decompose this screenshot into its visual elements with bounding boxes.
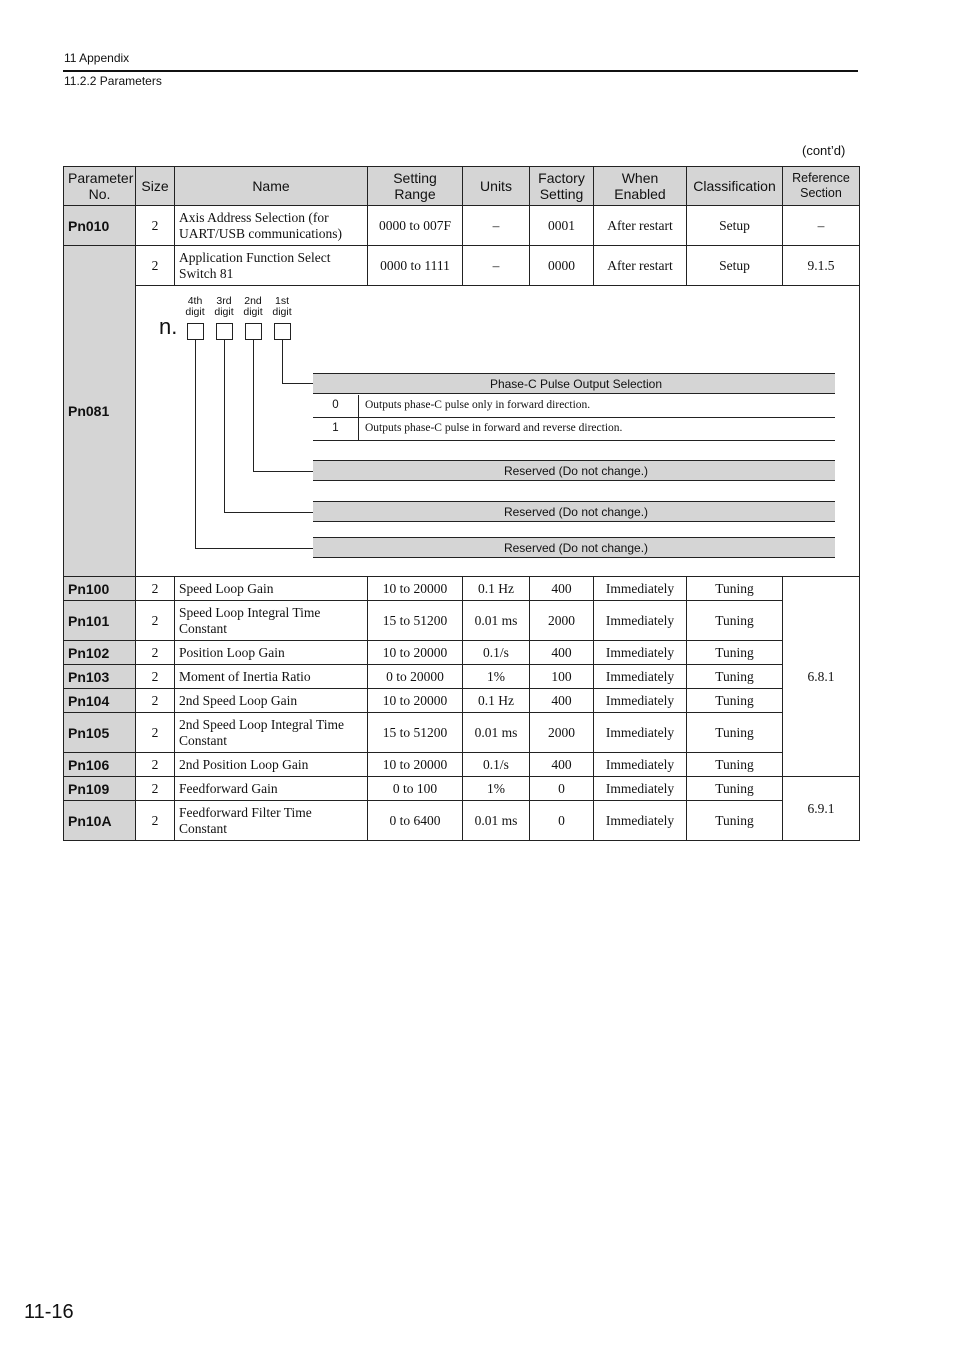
digit4-title: Reserved (Do not change.) [313,537,835,558]
param-no: Pn101 [64,601,136,641]
param-factory: 0000 [530,246,594,286]
connector-1st [282,340,283,383]
param-range: 0 to 20000 [368,665,463,689]
param-units: 0.1/s [463,641,530,665]
param-name: Application Function Select Switch 81 [175,246,368,286]
param-when: Immediately [594,689,687,713]
param-name: Feedforward Gain [175,777,368,801]
param-no: Pn103 [64,665,136,689]
param-size: 2 [136,801,175,841]
param-ref: 6.8.1 [783,577,860,777]
connector-4th-h [195,548,313,549]
param-no: Pn109 [64,777,136,801]
param-units: 0.1 Hz [463,689,530,713]
param-name: 2nd Speed Loop Integral Time Constant [175,713,368,753]
connector-3rd [224,340,225,512]
digit-diagram-cell [136,286,860,577]
param-no: Pn106 [64,753,136,777]
table-row-pn104 [64,689,860,713]
digit-label-2nd: 2nd digit [243,295,263,318]
parameter-table [63,166,860,841]
param-name: Feedforward Filter Time Constant [175,801,368,841]
param-class: Tuning [687,753,783,777]
param-range: 0 to 6400 [368,801,463,841]
digit3-title: Reserved (Do not change.) [313,501,835,522]
table-row-pn10a [64,801,860,841]
digit-box-3rd [216,323,233,340]
param-class: Setup [687,206,783,246]
connector-3rd-h [224,512,313,513]
param-class: Tuning [687,577,783,601]
param-range: 10 to 20000 [368,753,463,777]
param-size: 2 [136,246,175,286]
param-range: 0 to 100 [368,777,463,801]
param-range: 15 to 51200 [368,601,463,641]
connector-2nd [253,340,254,471]
param-class: Tuning [687,713,783,753]
param-class: Tuning [687,601,783,641]
digit-label-1st: 1st digit [272,295,292,318]
digit2-title: Reserved (Do not change.) [313,460,835,481]
param-when: Immediately [594,777,687,801]
param-name: Axis Address Selection (for UART/USB communications) [175,206,368,246]
param-range: 10 to 20000 [368,577,463,601]
digit1-title: Phase-C Pulse Output Selection [313,373,835,394]
param-when: Immediately [594,753,687,777]
param-name: Moment of Inertia Ratio [175,665,368,689]
connector-2nd-h [253,471,313,472]
digit-diagram [136,286,859,576]
param-range: 10 to 20000 [368,641,463,665]
param-no: Pn081 [64,246,136,577]
param-class: Tuning [687,689,783,713]
digit-box-4th [187,323,204,340]
col-size: Size [136,167,175,206]
digit-box-2nd [245,323,262,340]
param-factory: 400 [530,753,594,777]
table-row-pn106 [64,753,860,777]
param-factory: 0001 [530,206,594,246]
param-class: Tuning [687,801,783,841]
digit-box-1st [274,323,291,340]
table-header-row [64,167,860,206]
param-name: Speed Loop Integral Time Constant [175,601,368,641]
digit1-option: 0 Outputs phase-C pulse only in forward direction. [313,395,835,418]
param-when: Immediately [594,601,687,641]
param-size: 2 [136,777,175,801]
param-size: 2 [136,206,175,246]
col-classification: Classification [687,167,783,206]
col-factory-setting: Factory Setting [530,167,594,206]
col-name: Name [175,167,368,206]
chapter-header: 11 Appendix [64,51,130,65]
table-row-pn081-diagram [64,286,860,577]
param-range: 0000 to 1111 [368,246,463,286]
digit-label-4th: 4th digit [185,295,205,318]
param-units: 0.01 ms [463,801,530,841]
table-row-pn101 [64,601,860,641]
param-when: Immediately [594,641,687,665]
param-factory: 2000 [530,713,594,753]
param-size: 2 [136,689,175,713]
param-class: Tuning [687,641,783,665]
param-name: 2nd Position Loop Gain [175,753,368,777]
digit-prefix: n. [159,314,178,339]
param-class: Tuning [687,777,783,801]
param-units: 0.1/s [463,753,530,777]
param-size: 2 [136,601,175,641]
digit1-option: 1 Outputs phase-C pulse in forward and reverse direction. [313,418,835,441]
param-name: Position Loop Gain [175,641,368,665]
param-units: 1% [463,777,530,801]
param-units: 0.01 ms [463,601,530,641]
param-units: – [463,246,530,286]
param-ref: 6.9.1 [783,777,860,841]
param-units: – [463,206,530,246]
connector-4th [195,340,196,548]
col-when-enabled: When Enabled [594,167,687,206]
table-row-pn103 [64,665,860,689]
param-name: 2nd Speed Loop Gain [175,689,368,713]
param-size: 2 [136,577,175,601]
col-units: Units [463,167,530,206]
param-no: Pn10A [64,801,136,841]
param-no: Pn104 [64,689,136,713]
param-when: Immediately [594,577,687,601]
param-factory: 2000 [530,601,594,641]
param-units: 0.01 ms [463,713,530,753]
col-reference-section: Reference Section [783,167,860,206]
param-no: Pn105 [64,713,136,753]
param-factory: 100 [530,665,594,689]
param-factory: 400 [530,641,594,665]
table-row-pn081 [64,246,860,286]
connector-1st-h [282,383,313,384]
table-row-pn010 [64,206,860,246]
param-range: 15 to 51200 [368,713,463,753]
param-size: 2 [136,641,175,665]
param-ref: 9.1.5 [783,246,860,286]
param-size: 2 [136,753,175,777]
param-class: Setup [687,246,783,286]
param-when: Immediately [594,801,687,841]
continued-label: (cont’d) [802,143,846,158]
param-factory: 0 [530,801,594,841]
table-row-pn109 [64,777,860,801]
col-setting-range: Setting Range [368,167,463,206]
section-header: 11.2.2 Parameters [64,74,162,88]
param-when: After restart [594,206,687,246]
param-when: Immediately [594,713,687,753]
param-factory: 0 [530,777,594,801]
header-rule [63,70,858,72]
table-row-pn100 [64,577,860,601]
param-range: 0000 to 007F [368,206,463,246]
param-units: 1% [463,665,530,689]
param-no: Pn102 [64,641,136,665]
param-no: Pn010 [64,206,136,246]
param-range: 10 to 20000 [368,689,463,713]
param-size: 2 [136,665,175,689]
param-no: Pn100 [64,577,136,601]
param-ref: – [783,206,860,246]
table-row-pn105 [64,713,860,753]
param-when: Immediately [594,665,687,689]
col-param-no: Parameter No. [64,167,136,206]
param-name: Speed Loop Gain [175,577,368,601]
param-factory: 400 [530,577,594,601]
table-row-pn102 [64,641,860,665]
param-class: Tuning [687,665,783,689]
digit-label-3rd: 3rd digit [214,295,234,318]
param-when: After restart [594,246,687,286]
page-number: 11-16 [24,1301,74,1323]
param-units: 0.1 Hz [463,577,530,601]
param-size: 2 [136,713,175,753]
param-factory: 400 [530,689,594,713]
